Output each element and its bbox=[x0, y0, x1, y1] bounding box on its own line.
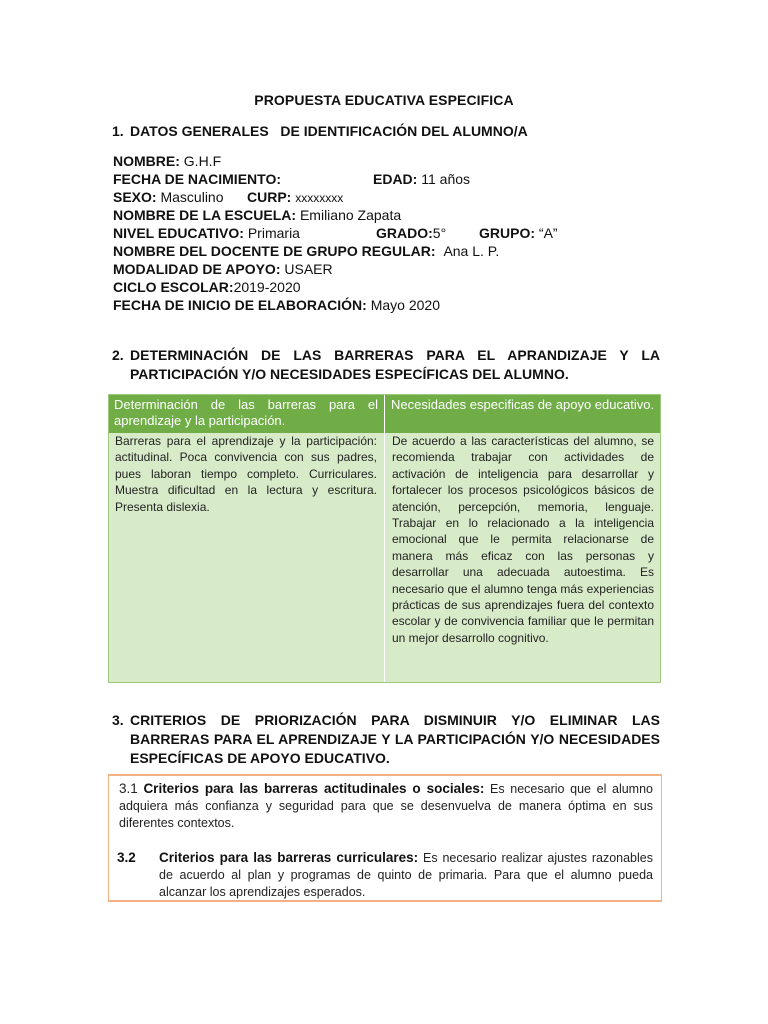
section-2-heading bbox=[112, 346, 660, 384]
criterion-number: 3.2 bbox=[117, 850, 136, 865]
field-value: Mayo 2020 bbox=[370, 297, 440, 313]
field-label: GRADO bbox=[376, 225, 429, 241]
field-sexo: SEXO: Masculino bbox=[113, 189, 224, 205]
section-3-number: 3. bbox=[112, 712, 124, 728]
table-header-left: Determinación de las barreras para el aprendizaje y la participación. bbox=[114, 397, 378, 428]
criterion-text: Es necesario que el alumno adquiera más confianza y seguridad para que se desenvuelva de manera óptima en sus diferentes contextos. bbox=[119, 782, 653, 830]
field-docente: NOMBRE DEL DOCENTE DE GRUPO REGULAR: Ana L. P. bbox=[113, 243, 500, 259]
field-edad: EDAD: 11 años bbox=[373, 171, 471, 187]
field-value: 11 años bbox=[421, 171, 471, 187]
criteria-box bbox=[108, 774, 662, 902]
field-label: NOMBRE bbox=[113, 153, 176, 169]
field-label: NOMBRE DE LA ESCUELA bbox=[113, 207, 292, 223]
field-nivel: NIVEL EDUCATIVO: Primaria bbox=[113, 225, 300, 241]
section-2-number: 2. bbox=[112, 347, 124, 363]
criterion-3-2-number bbox=[117, 849, 153, 867]
criterion-title: Criterios para las barreras actitudinales o sociales bbox=[143, 781, 480, 796]
criteria-box-top-border bbox=[108, 774, 662, 776]
table-header-right: Necesidades especificas de apoyo educativo. bbox=[391, 397, 655, 412]
criterion-3-1: 3.1 Criterios para las barreras actitudinales o sociales: Es necesario que el alumno adquiera más confianza y seguridad para que se desenvuelva de manera óptima en sus diferentes contextos. bbox=[119, 781, 653, 830]
field-curp: CURP: xxxxxxxx bbox=[247, 189, 344, 205]
document-title: PROPUESTA EDUCATIVA ESPECIFICA bbox=[254, 92, 514, 108]
field-value: Ana L. P. bbox=[443, 243, 500, 259]
criterion-number: 3.1 bbox=[119, 781, 138, 796]
section-1-title: DATOS GENERALES DE IDENTIFICACIÓN DEL ALUMNO/A bbox=[130, 123, 528, 139]
field-ciclo: CICLO ESCOLAR:2019-2020 bbox=[113, 279, 301, 295]
section-3-title: CRITERIOS DE PRIORIZACIÓN PARA DISMINUIR Y/O ELIMINAR LAS BARRERAS PARA EL APRENDIZAJE Y LA PARTICIPACIÓN Y/O NECESIDADES ESPECÍFICAS DE APOYO EDUCATIVO. bbox=[130, 712, 660, 766]
criterion-text: Es necesario realizar ajustes razonables de acuerdo al plan y programas de quinto de primaria. Para que el alumno pueda alcanzar los aprendizajes esperados. bbox=[159, 851, 653, 899]
field-label: NIVEL EDUCATIVO bbox=[113, 225, 240, 241]
field-escuela: NOMBRE DE LA ESCUELA: Emiliano Zapata bbox=[113, 207, 402, 223]
section-3-heading bbox=[112, 711, 660, 768]
table-cell-left: Barreras para el aprendizaje y la participación: actitudinal. Poca convivencia con sus padres, pues laboran tiempo completo. Curriculares. Muestra dificultad en la lectura y escritura. Presenta dislexia. bbox=[115, 434, 377, 514]
field-value: USAER bbox=[284, 261, 333, 277]
field-value: xxxxxxxx bbox=[295, 191, 344, 205]
criteria-box-bottom-border bbox=[108, 900, 662, 902]
field-label: CURP bbox=[247, 189, 287, 205]
field-value: Masculino bbox=[160, 189, 224, 205]
field-label: EDAD bbox=[373, 171, 413, 187]
field-value: Emiliano Zapata bbox=[299, 207, 402, 223]
field-label: FECHA DE NACIMIENTO bbox=[113, 171, 277, 187]
field-fecha-inicio: FECHA DE INICIO DE ELABORACIÓN: Mayo 2020 bbox=[113, 297, 440, 313]
field-value: G.H.F bbox=[183, 153, 222, 169]
field-modalidad: MODALIDAD DE APOYO: USAER bbox=[113, 261, 333, 277]
field-label: CICLO ESCOLAR bbox=[113, 279, 229, 295]
field-nombre: NOMBRE: G.H.F bbox=[113, 153, 222, 169]
field-value: 5° bbox=[432, 225, 447, 241]
field-grupo: GRUPO: “A” bbox=[479, 225, 558, 241]
barriers-table bbox=[108, 394, 661, 683]
field-label: MODALIDAD DE APOYO bbox=[113, 261, 276, 277]
section-1-number: 1. bbox=[112, 123, 124, 139]
field-value: 2019-2020 bbox=[233, 279, 301, 295]
field-value: Primaria bbox=[247, 225, 300, 241]
field-grado: GRADO:5° bbox=[376, 225, 447, 241]
section-1-heading bbox=[112, 122, 528, 141]
field-label: SEXO bbox=[113, 189, 152, 205]
field-value: “A” bbox=[538, 225, 558, 241]
table-column-divider bbox=[384, 395, 385, 682]
field-label: FECHA DE INICIO DE ELABORACIÓN bbox=[113, 297, 363, 313]
field-fecha-nacimiento: FECHA DE NACIMIENTO: bbox=[113, 171, 282, 187]
table-cell-right: De acuerdo a las características del alumno, se recomienda trabajar con actividades de activación de inteligencia para desarrollar y fortalecer los procesos psicológicos básicos de atención, percepción, memoria, lenguaje. Trabajar en lo relacionado a la inteligencia emocional que le permita relacionarse de manera más eficaz con las personas y desarrollar una adecuada autoestima. Es necesario que el alumno tenga más experiencias prácticas de sus aprendizajes fuera del contexto escolar y de convivencia familiar que le permitan un mejor desarrollo cognitivo. bbox=[392, 434, 654, 645]
field-label: GRUPO bbox=[479, 225, 531, 241]
field-label: NOMBRE DEL DOCENTE DE GRUPO REGULAR bbox=[113, 243, 431, 259]
criterion-title: Criterios para las barreras curriculares bbox=[159, 850, 414, 865]
criterion-3-2: Criterios para las barreras curriculares: Es necesario realizar ajustes razonables de acuerdo al plan y programas de quinto de primaria. Para que el alumno pueda alcanzar los aprendizajes esperados. bbox=[159, 850, 653, 899]
section-2-title: DETERMINACIÓN DE LAS BARRERAS PARA EL APRANDIZAJE Y LA PARTICIPACIÓN Y/O NECESIDADES ESPECÍFICAS DEL ALUMNO. bbox=[130, 347, 660, 382]
